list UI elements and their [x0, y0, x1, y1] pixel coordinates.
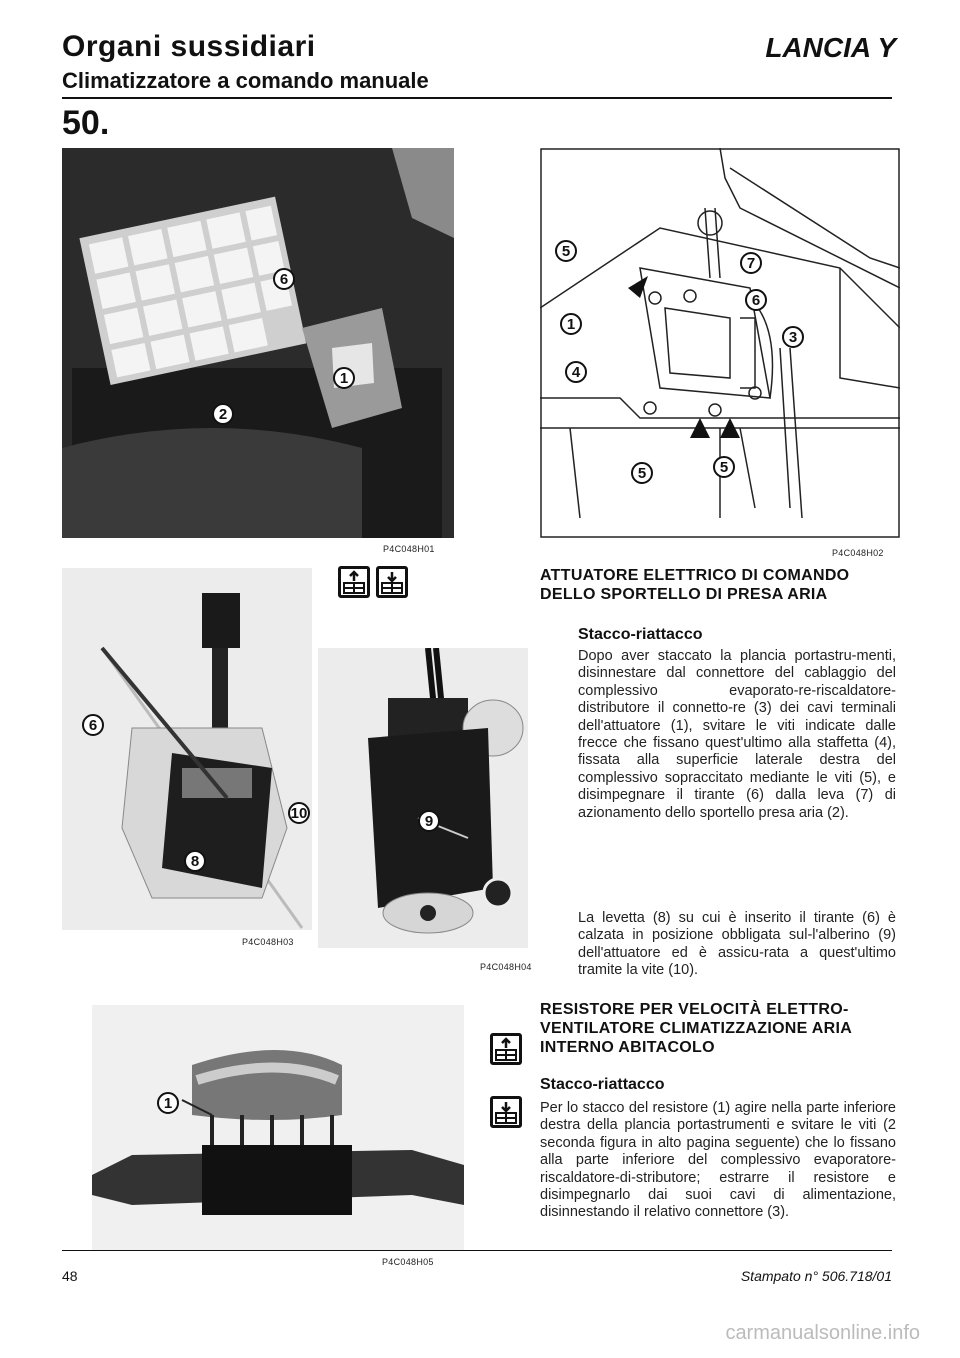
figure-3-photo [62, 568, 312, 930]
section-1-title [540, 566, 900, 604]
header-subtitle: Climatizzatore a comando manuale [62, 68, 429, 93]
section-1-subheading: Stacco-riattacco [578, 626, 703, 643]
print-reference: Stampato n° 506.718/01 [740, 1268, 892, 1284]
remove-icon [490, 1033, 522, 1065]
callout-9: 9 [418, 810, 440, 832]
callout-4: 4 [565, 361, 587, 383]
header-title: Organi sussidiari [62, 30, 316, 63]
callout-8: 8 [184, 850, 206, 872]
figure-2-drawing [540, 148, 900, 538]
callout-5: 5 [555, 240, 577, 262]
section-2-title-line-1: RESISTORE PER VELOCITÀ ELETTRO- [540, 1001, 849, 1018]
section-1-title-line-1: ATTUATORE ELETTRICO DI COMANDO [540, 567, 850, 584]
callout-1: 1 [333, 367, 355, 389]
figure-5-photo [92, 1005, 464, 1250]
figure-1-photo [62, 148, 454, 538]
section-number: 50. [62, 104, 110, 142]
section-2-title-line-2: VENTILATORE CLIMATIZZAZIONE ARIA [540, 1020, 853, 1037]
section-1-title-line-2: DELLO SPORTELLO DI PRESA ARIA [540, 586, 828, 603]
section-2-paragraph: Per lo stacco del resistore (1) agire nella parte inferiore destra della plancia portastrumenti e svitare le viti (2 seconda figura in alto pagina seguente) che lo fissano alla parte inferiore del complessivo evaporatore-riscaldatore-di-stributore; estrarre il resistore e disimpegnarlo dai suoi cavi di alimentazione, disinnestando il relativo connettore (3). [540, 1100, 896, 1221]
figure-4-caption: P4C048H04 [480, 962, 532, 972]
header-brand: LANCIA Y [765, 32, 896, 63]
header-rule [62, 97, 892, 99]
page-number: 48 [62, 1268, 78, 1284]
section-2-title [540, 1000, 900, 1057]
callout-5: 5 [631, 462, 653, 484]
callout-6: 6 [745, 289, 767, 311]
section-2-title-line-3: INTERNO ABITACOLO [540, 1039, 715, 1056]
section-1-paragraph-2: La levetta (8) su cui è inserito il tirante (6) è calzata in posizione obbligata sul-l'alberino (9) dell'attuatore ed è assicu-rata a quest'ultimo tramite la vite (10). [578, 910, 896, 979]
callout-7: 7 [740, 252, 762, 274]
callout-1: 1 [560, 313, 582, 335]
callout-10: 10 [288, 802, 310, 824]
callout-6: 6 [273, 268, 295, 290]
section-1-paragraph-1: Dopo aver staccato la plancia portastru-menti, disinnestare dal connettore del cablaggio del complessivo evaporato-re-riscaldatore-distributore il connetto-re (3) dei cavi terminali dell'attuatore (1), svitare le viti indicate dalle frecce che fissano quest'ultimo alla staffetta (4), fissata alla superficie laterale destra del complessivo sopraccitato mediante le viti (5), e disimpegnare il tirante (6) dalla leva (7) di azionamento dello sportello presa aria (2). [578, 648, 896, 821]
figure-1-caption: P4C048H01 [383, 544, 435, 554]
callout-6: 6 [82, 714, 104, 736]
callout-5: 5 [713, 456, 735, 478]
callout-3: 3 [782, 326, 804, 348]
section-2-subheading: Stacco-riattacco [540, 1076, 665, 1093]
install-icon [376, 566, 408, 598]
install-icon [490, 1096, 522, 1128]
callout-2: 2 [212, 403, 234, 425]
watermark: carmanualsonline.info [725, 1322, 920, 1344]
remove-icon [338, 566, 370, 598]
figure-2-caption: P4C048H02 [832, 548, 884, 558]
callout-1: 1 [157, 1092, 179, 1114]
figure-3-caption: P4C048H03 [242, 937, 294, 947]
figure-4-photo [318, 648, 528, 948]
footer-rule [62, 1250, 892, 1251]
figure-5-caption: P4C048H05 [382, 1257, 434, 1267]
